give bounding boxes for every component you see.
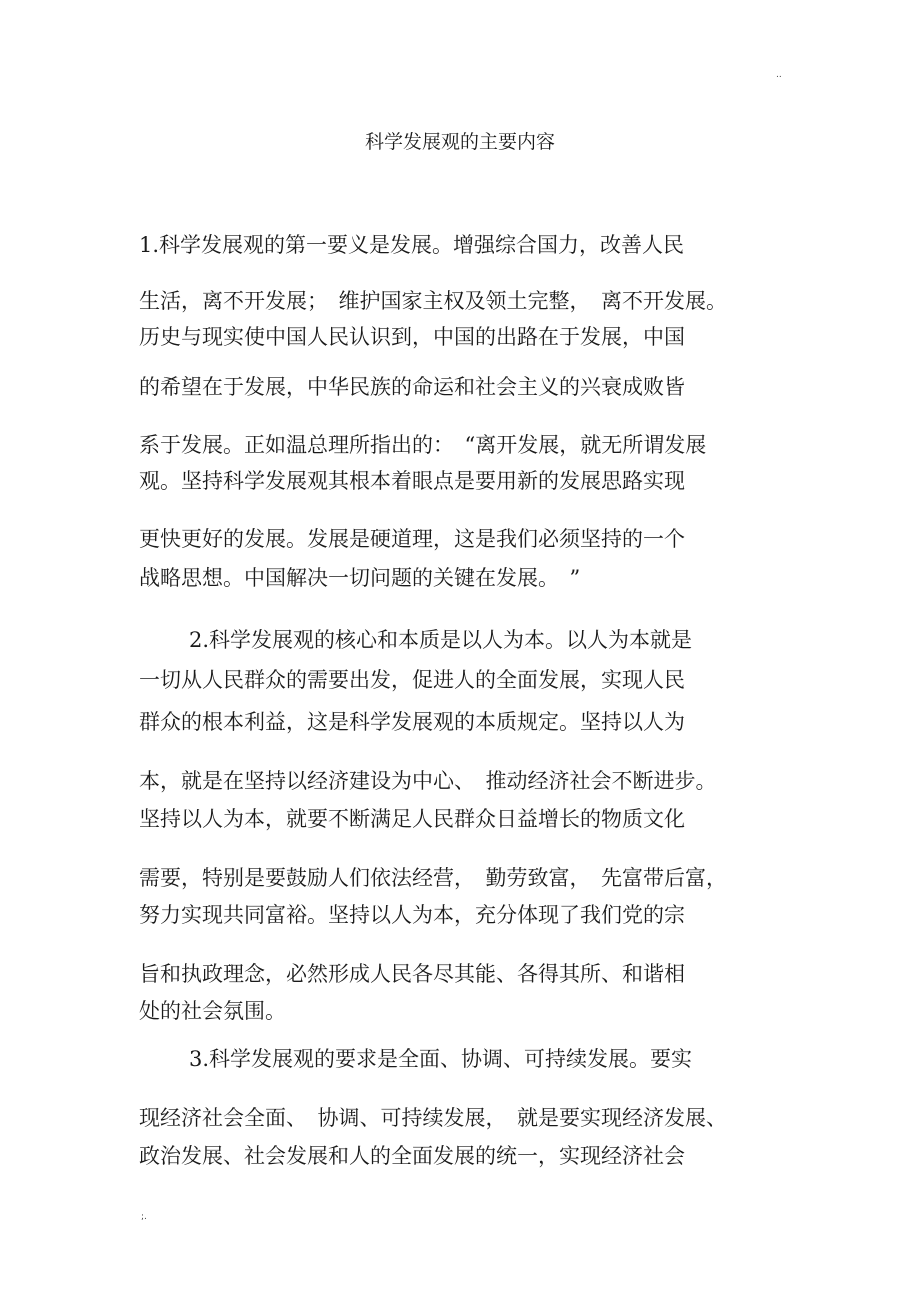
text-line: 的希望在于发展，中华民族的命运和社会主义的兴衰成败皆 [139,375,685,399]
text-line: 坚持以人为本，就要不断满足人民群众日益增长的物质文化 [139,807,685,831]
text-line: 一切从人民群众的需要出发，促进人的全面发展，实现人民 [139,668,685,692]
text-line: 更快更好的发展。发展是硬道理，这是我们必须坚持的一个 [139,527,685,551]
text-line: 生活，离不开发展； 维护国家主权及领土完整， 离不开发展。 [139,289,727,313]
text-line: 2.科学发展观的核心和本质是以人为本。以人为本就是 [189,628,693,652]
text-line: 群众的根本利益，这是科学发展观的本质规定。坚持以人为 [139,710,685,734]
text-line: 现经济社会全面、 协调、可持续发展， 就是要实现经济发展、 [139,1106,727,1130]
document-title: 科学发展观的主要内容 [364,131,555,153]
text-line: 处的社会氛围。 [139,999,286,1023]
text-line: 观。坚持科学发展观其根本着眼点是要用新的发展思路实现 [139,469,685,493]
text-line: 历史与现实使中国人民认识到，中国的出路在于发展，中国 [139,325,685,349]
text-line: 战略思想。中国解决一切问题的关键在发展。 ” [139,566,581,590]
text-line: 需要，特别是要鼓励人们依法经营， 勤劳致富， 先富带后富， [139,866,727,890]
text-line: 1.科学发展观的第一要义是发展。增强综合国力，改善人民 [139,233,685,257]
text-line: 本，就是在坚持以经济建设为中心、 推动经济社会不断进步。 [139,769,717,793]
text-line: 努力实现共同富裕。坚持以人为本，充分体现了我们党的宗 [139,903,685,927]
footer-mark: ;. [141,1212,147,1222]
text-line: 旨和执政理念，必然形成人民各尽其能、各得其所、和谐相 [139,962,685,986]
text-line: 系于发展。正如温总理所指出的： “离开发展，就无所谓发展 [139,433,707,457]
text-line: 3.科学发展观的要求是全面、协调、可持续发展。要实 [189,1047,693,1071]
header-mark: .. [776,70,782,80]
text-line: 政治发展、社会发展和人的全面发展的统一，实现经济社会 [139,1144,685,1168]
